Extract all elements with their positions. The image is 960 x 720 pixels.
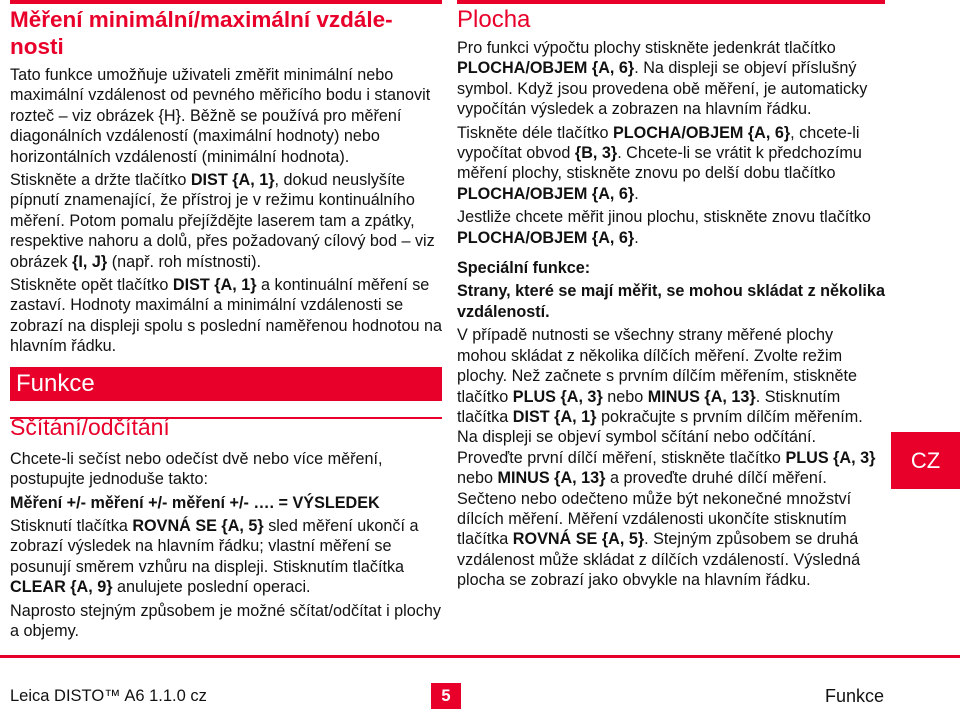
footer-chapter: Funkce: [824, 686, 884, 706]
paragraph-equals-clear: Stisknutí tlačítka ROVNÁ SE {A, 5} sled měření ukončí a zobrazí výsledek na hlavním řádku; vlastní měření se posunují směrem vzhůru na displeji. Stisknutím tlačítka CLEAR {A, 9} anulujete poslední operaci.: [10, 516, 419, 597]
left-title-rule: [10, 0, 442, 4]
title-line-2: nosti: [10, 34, 64, 59]
section-title-min-max: [10, 6, 442, 60]
right-title-rule: [457, 0, 885, 4]
add-subtract-section: [10, 413, 442, 642]
footer-product: Leica DISTO™ A6 1.1.0 cz: [10, 687, 207, 705]
paragraph-stop-measure: Stiskněte opět tlačítko DIST {A, 1} a kontinuální měření se zastaví. Hodnoty maximální a minimální vzdálenosti se zobrazí na displeji spolu s poslední naměřenou hodnotou na hlavním řádku.: [10, 276, 442, 356]
special-functions-heading: Speciální funkce:: [457, 259, 591, 278]
section-title-add-subtract: Sčítání/odčítání: [10, 413, 170, 440]
page-footer: [0, 683, 960, 709]
paragraph-continuous-measure: Stiskněte a držte tlačítko DIST {A, 1}, dokud neuslyšíte pípnutí znamenající, že přístroj je v režimu kontinuálního měření. Potom pomalu přejíždějte laserem tam a zpátky, respektive nahoru a dolů, přes požadovaný cílový bod – viz obrázek {I, J} (např. roh místnosti).: [10, 171, 435, 271]
special-functions-subheading: Strany, které se mají měřit, se mohou skládat z několika vzdáleností.: [457, 282, 885, 321]
paragraph-area-intro: Pro funkci výpočtu plochy stiskněte jedenkrát tlačítko PLOCHA/OBJEM {A, 6}. Na displeji se objeví příslušný symbol. Když jsou provedena obě měření, je automaticky vypočítán výsledek a zobrazen na hlavním řádku.: [457, 39, 868, 119]
left-column: [10, 0, 442, 644]
paragraph-perimeter: Tiskněte déle tlačítko PLOCHA/OBJEM {A, 6}, chcete-li vypočítat obvod {B, 3}. Chcete-li se vrátit k předchozímu měření plochy, stiskněte znovu po delší dobu tlačítko PLOCHA/OBJEM {A, 6}.: [457, 123, 862, 203]
paragraph-partial-measurements: V případě nutnosti se všechny strany měřené plochy mohou skládat z několika dílčích měření. Zvolte režim plochy. Než začnete s prvním dílčím měřením, stiskněte tlačítko PLUS {A, 3} nebo MINUS {A, 13}. Stisknutím tlačítka DIST {A, 1} pokračujte s prvním dílčím měřením. Na displeji se objeví symbol sčítání nebo odčítání. Proveďte první dílčí měření, stiskněte tlačítko PLUS {A, 3} nebo MINUS {A, 13} a proveďte druhé dílčí měření. Sečteno nebo odečteno může být nekonečné množství dílcích měření. Měření vzdálenosti ukončíte stisknutím tlačítka ROVNÁ SE {A, 5}. Stejným způsobem se druhá vzdálenost může skládat z dílčích vzdáleností. Výsledná plocha se zobrazí jako obvykle na hlavním řádku.: [457, 326, 876, 590]
paragraph-intro: Tato funkce umožňuje uživateli změřit minimální nebo maximální vzdálenost od pevného měřicího bodu i stanovit rozteč – viz obrázek {H}. Běžně se používá pro měření diagonálních vzdáleností (maximální hodnoty) nebo horizontálních vzdáleností (minimální hodnota).: [10, 66, 431, 166]
title-line-1: Měření minimální/maximální vzdále-: [10, 7, 393, 32]
page-number: 5: [431, 683, 461, 709]
section-title-area: Plocha: [457, 6, 531, 33]
chapter-banner: Funkce: [10, 367, 442, 401]
paragraph-add-subtract-intro: Chcete-li sečíst nebo odečíst dvě nebo více měření, postupujte jednoduše takto:: [10, 449, 383, 489]
paragraph-other-area: Jestliže chcete měřit jinou plochu, stiskněte znovu tlačítko PLOCHA/OBJEM {A, 6}.: [457, 208, 871, 247]
language-tab-cz: CZ: [891, 432, 960, 489]
right-column: [457, 0, 885, 594]
formula-line: Měření +/- měření +/- měření +/- …. = VÝSLEDEK: [10, 493, 380, 512]
paragraph-areas-volumes: Naprosto stejným způsobem je možné sčítat/odčítat i plochy a objemy.: [10, 601, 441, 640]
footer-rule: [0, 655, 960, 658]
